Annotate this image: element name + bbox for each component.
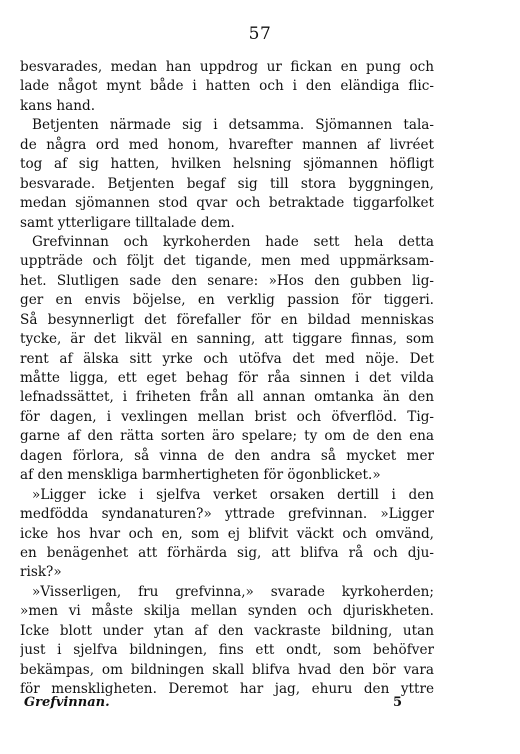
text-line: besvarades, medan han uppdrog ur fickan en pung och [20,59,434,75]
text-line: måtte ligga, ett eget behag för råa sinnen i det vilda [20,370,434,386]
text-line: »Visserligen, fru grefvinna,» svarade kyrkoherden; [32,583,434,600]
signature-mark: Grefvinnan. [24,695,110,710]
text-line: rent af älska sitt yrke och utöfva det med nöje. Det [20,350,434,367]
text-line: kans hand. [20,97,96,114]
text-line: af den menskliga barmhertigheten för ögonblicket.» [20,467,381,484]
text-line: lefnadssättet, i friheten från all annan omtanka än den [20,389,434,406]
text-line: medfödda syndanaturen?» yttrade grefvinnan. »Ligger [20,506,434,523]
text-line: Grefvinnan och kyrkoherden hade sett hela detta [32,233,434,250]
text-line: tog af sig hatten, hvilken helsning sjömannen höfligt [20,156,434,173]
text-line: Icke blott under ytan af den vackraste bildning, utan [20,622,434,639]
page-footer [20,695,434,715]
text-line: icke hos hvar och en, som ej blifvit väckt och omvänd, [20,525,434,542]
page-number: 57 [248,24,272,44]
text-line: »men vi måste skilja mellan synden och djuriskheten. [20,603,434,620]
text-line: Betjenten närmade sig i detsamma. Sjömannen tala- [32,117,434,134]
body-text [20,58,434,699]
text-line: »Ligger icke i sjelfva verket orsaken dertill i den [32,486,434,503]
text-line: en benägenhet att förhärda sig, att blifva rå och dju- [20,544,434,561]
text-line: medan sjömannen stod qvar och betraktade tiggarfolket [20,195,434,212]
text-line: de några ord med honom, hvarefter mannen af livréet [20,136,434,153]
text-line: het. Slutligen sade den senare: »Hos den gubben lig- [20,272,434,289]
text-line: just i sjelfva bildningen, fins ett ondt, som behöfver [20,642,434,659]
text-line: för dagen, i vexlingen mellan brist och öfverflöd. Tig- [20,408,434,425]
text-line: lade något mynt både i hatten och i den eländiga flic- [20,78,434,95]
text-line: ger en envis böjelse, en verklig passion för tiggeri. [20,292,434,309]
text-line: garne af den rätta sorten äro spelare; ty om de den ena [20,428,434,445]
text-line: besvarade. Betjenten begaf sig till stora byggningen, [20,175,434,192]
text-line: samt ytterligare tilltalade dem. [20,214,235,231]
sheet-number: 5 [392,695,402,710]
text-line: dagen förlora, så vinna de den andra så mycket mer [20,447,434,464]
text-line: Så besynnerligt det förefaller för en bildad menniskas [20,311,434,328]
text-line: tycke, är det likväl en sanning, att tiggare finnas, som [20,331,434,348]
text-line: risk?» [20,564,62,581]
text-line: uppträde och följt det tigande, men med uppmärksam- [20,253,434,270]
text-line: bekämpas, om bildningen skall blifva hvad den bör vara [20,661,434,678]
text-line: för menskligheten. Deremot har jag, ehuru den yttre [20,681,434,697]
